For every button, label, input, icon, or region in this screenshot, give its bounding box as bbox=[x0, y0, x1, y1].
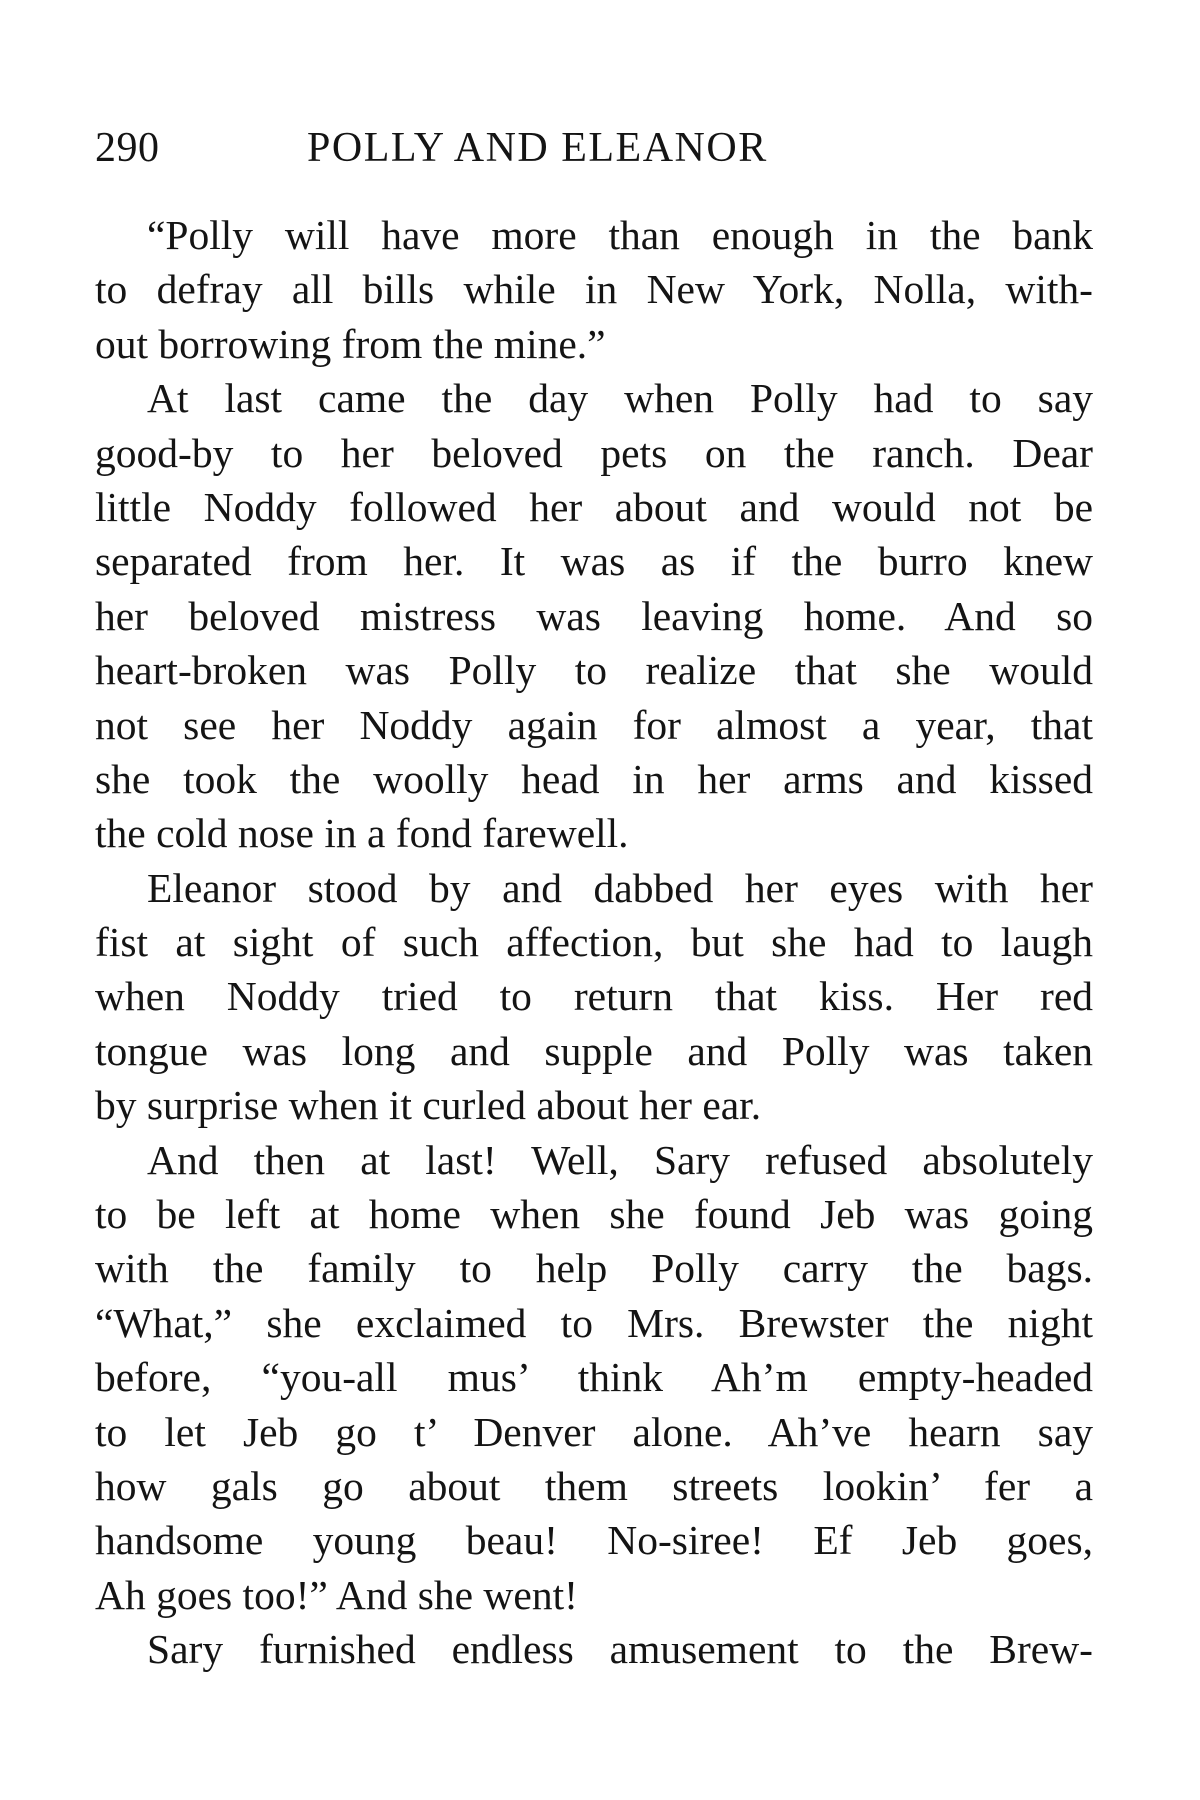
text-line: good-by to her beloved pets on the ranch. Dear bbox=[95, 429, 1093, 476]
text-line: her beloved mistress was leaving home. And so bbox=[95, 592, 1093, 639]
text-line: Eleanor stood by and dabbed her eyes with her bbox=[147, 864, 1093, 911]
body-text bbox=[95, 208, 1093, 1677]
text-line: tongue was long and supple and Polly was taken bbox=[95, 1027, 1093, 1074]
text-line: “What,” she exclaimed to Mrs. Brewster the night bbox=[95, 1299, 1093, 1346]
text-line: the cold nose in a fond farewell. bbox=[95, 810, 629, 857]
text-line: not see her Noddy again for almost a year, that bbox=[95, 701, 1093, 748]
text-line: “Polly will have more than enough in the bank bbox=[147, 212, 1093, 258]
text-line: how gals go about them streets lookin’ fer a bbox=[95, 1462, 1093, 1509]
text-line: heart-broken was Polly to realize that she would bbox=[95, 647, 1093, 694]
text-line: Sary furnished endless amusement to the Brew- bbox=[147, 1626, 1093, 1673]
text-line: little Noddy followed her about and would not be bbox=[95, 483, 1093, 530]
page-number: 290 bbox=[95, 125, 160, 171]
text-line: At last came the day when Polly had to say bbox=[147, 375, 1093, 422]
text-line: separated from her. It was as if the burro knew bbox=[95, 538, 1093, 585]
text-line: Ah goes too!” And she went! bbox=[95, 1571, 578, 1618]
text-line: handsome young beau! No-siree! Ef Jeb goes, bbox=[95, 1517, 1093, 1564]
text-line: to defray all bills while in New York, Nolla, with- bbox=[95, 266, 1093, 313]
text-line: when Noddy tried to return that kiss. Her red bbox=[95, 973, 1093, 1020]
text-line: she took the woolly head in her arms and kissed bbox=[95, 755, 1093, 802]
text-line: before, “you-all mus’ think Ah’m empty-headed bbox=[95, 1354, 1093, 1401]
text-line: by surprise when it curled about her ear. bbox=[95, 1082, 762, 1129]
text-line: with the family to help Polly carry the bags. bbox=[95, 1245, 1093, 1292]
running-head-title: POLLY AND ELEANOR bbox=[307, 125, 768, 171]
running-head bbox=[95, 118, 1095, 178]
text-line: fist at sight of such affection, but she had to laugh bbox=[95, 919, 1093, 966]
text-line: And then at last! Well, Sary refused absolutely bbox=[147, 1136, 1093, 1183]
text-line: out borrowing from the mine.” bbox=[95, 320, 606, 367]
text-line: to let Jeb go t’ Denver alone. Ah’ve hearn say bbox=[95, 1408, 1093, 1455]
text-line: to be left at home when she found Jeb was going bbox=[95, 1191, 1093, 1238]
